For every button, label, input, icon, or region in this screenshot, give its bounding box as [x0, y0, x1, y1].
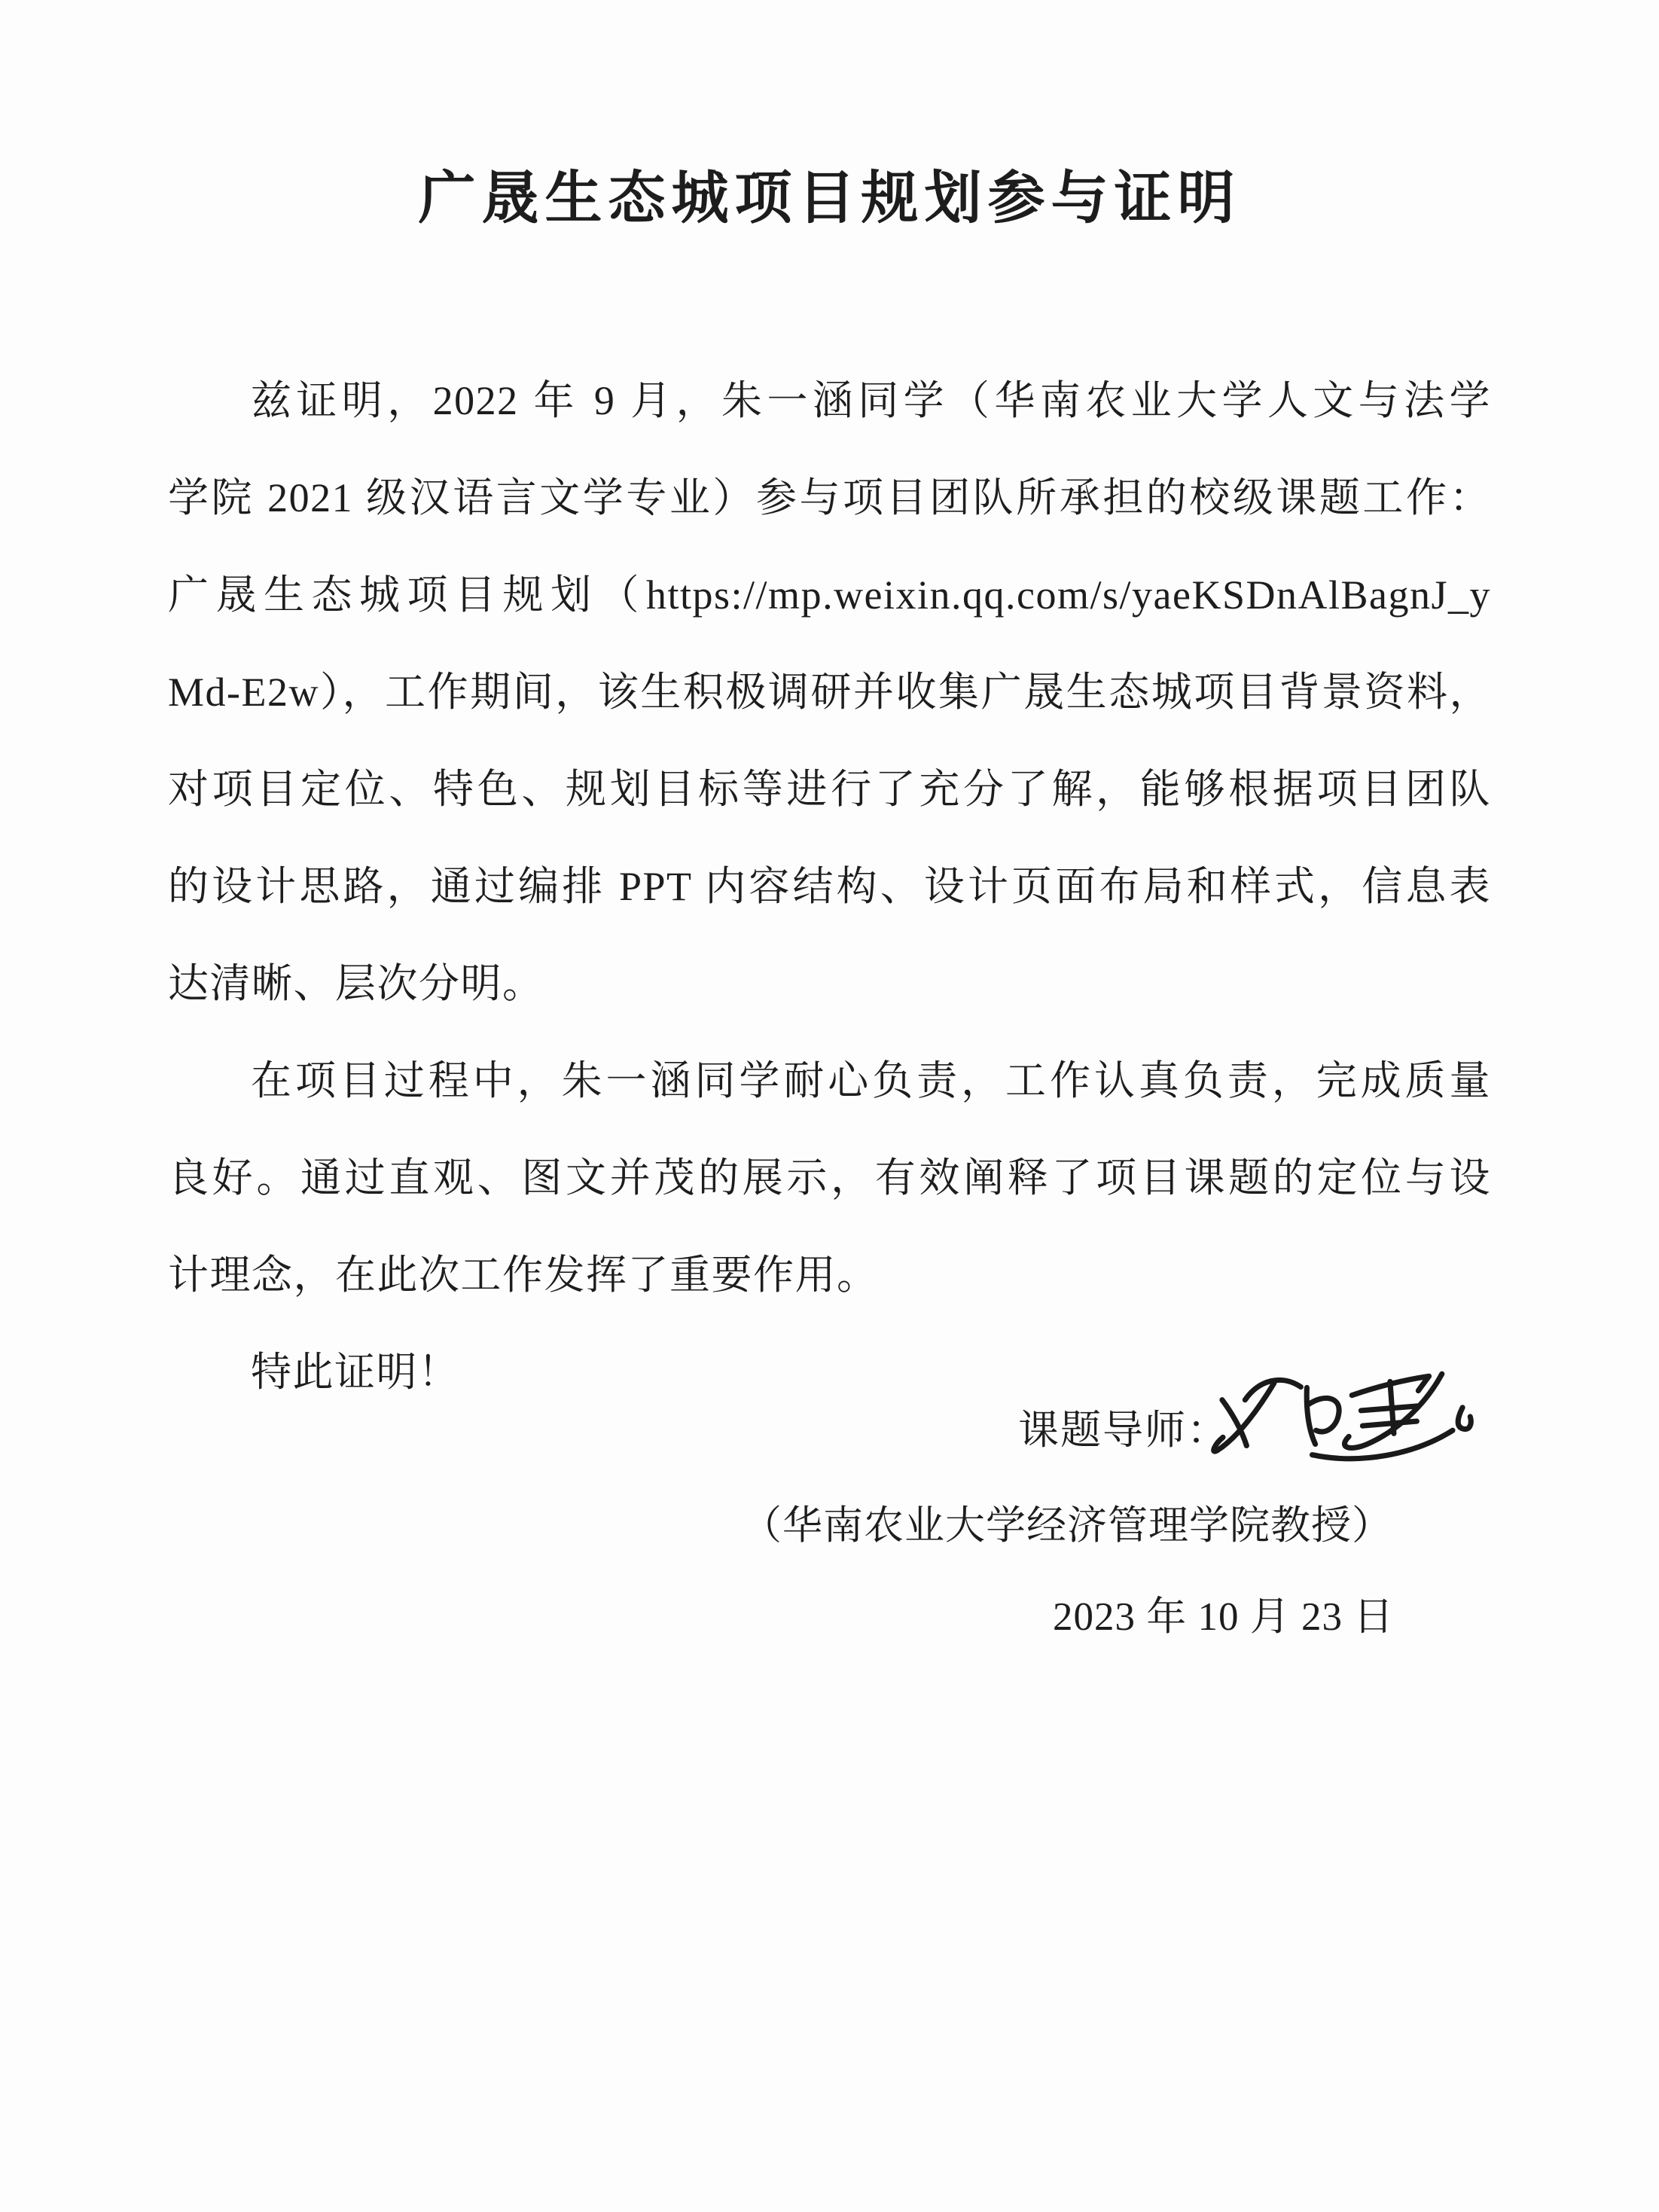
handwritten-signature-icon [1197, 1360, 1484, 1475]
text-line: 兹证明，2022 年 9 月，朱一涵同学（华南农业大学人文与法学 [251, 378, 1491, 423]
affiliation-line: （华南农业大学经济管理学院教授） [742, 1504, 1392, 1548]
text-line: 广晟生态城项目规划（https://mp.weixin.qq.com/s/yaeKSDnAlBagnJ_y [168, 572, 1491, 618]
supervisor-label: 课题导师： [1018, 1408, 1229, 1453]
certificate-body [168, 352, 1491, 1421]
text-line: 学院 2021 级汉语言文学专业）参与项目团队所承担的校级课题工作： [168, 475, 1491, 520]
text-line: 特此证明！ [251, 1350, 460, 1395]
text-line: 在项目过程中，朱一涵同学耐心负责，工作认真负责，完成质量 [251, 1058, 1491, 1103]
text-line: 达清晰、层次分明。 [168, 961, 544, 1006]
date-line: 2023 年 10 月 23 日 [1053, 1595, 1395, 1639]
text-line: 计理念，在此次工作发挥了重要作用。 [168, 1252, 879, 1298]
text-line: 良好。通过直观、图文并茂的展示，有效阐释了项目课题的定位与设 [168, 1155, 1491, 1201]
text-line: 的设计思路，通过编排 PPT 内容结构、设计页面布局和样式，信息表 [168, 864, 1491, 909]
text-line: Md-E2w），工作期间，该生积极调研并收集广晟生态城项目背景资料， [168, 670, 1491, 715]
text-line: 对项目定位、特色、规划目标等进行了充分了解，能够根据项目团队 [168, 767, 1491, 812]
certificate-title: 广晟生态城项目规划参与证明 [418, 167, 1241, 230]
